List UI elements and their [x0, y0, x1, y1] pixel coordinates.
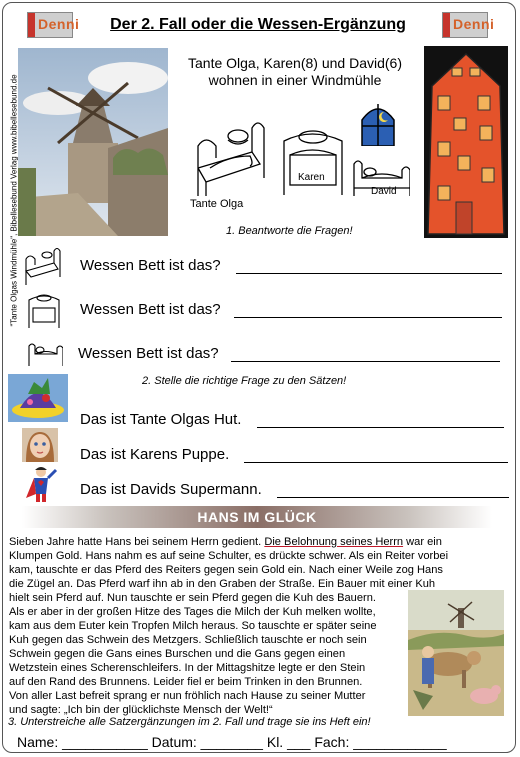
hat-image — [8, 374, 68, 422]
bed-olga-label: Tante Olga — [190, 198, 244, 210]
logo-text: Denni — [38, 16, 80, 32]
story-line-5: hielt sein Pferd auf. Nun tauschte er sein Pferd gegen die Kuh des Bauern. — [9, 592, 376, 604]
task3-instruction: 3. Unterstreiche alle Satzergänzungen im 2. Fall und trage sie ins Heft ein! — [8, 716, 371, 728]
story-line-4: die Zügel an. Das Pferd warf ihn ab in den Graben der Straße. Ein Bauer mit einer Kuh — [9, 578, 436, 590]
task2-sentence-2: Das ist Karens Puppe. — [80, 446, 230, 463]
task1-question-2: Wessen Bett ist das? — [80, 301, 221, 318]
bed-karen-drawing — [278, 125, 348, 195]
task2-instruction: 2. Stelle die richtige Frage zu den Sätzen! — [142, 375, 347, 387]
page-title: Der 2. Fall oder die Wessen-Ergänzung — [110, 16, 406, 33]
story-line-9: Schwein gegen die Gans eines Burschen und die Gans gegen einen — [9, 648, 346, 660]
story-line-10: Wetzstein eines Scherenschleifers. In der Mittagshitze legte er den Stein — [9, 662, 366, 674]
red-windmill-drawing — [424, 46, 508, 238]
story-line-11: auf den Rand des Brunnens. Leider fiel er beim Trinken in den Brunnen. — [9, 676, 363, 688]
denni-logo-right — [442, 12, 495, 38]
footer-form-fields[interactable]: Name: ___________ Datum: ________ Kl. ___ Fach: ____________ — [17, 734, 447, 750]
superman-image — [24, 466, 58, 502]
task2-sentence-1: Das ist Tante Olgas Hut. — [80, 411, 242, 428]
story-text — [9, 535, 449, 717]
intro-line-1: Tante Olga, Karen(8) und David(6) — [188, 55, 402, 71]
story-line-2: Klumpen Gold. Hans nahm es auf seine Schulter, es drückte schwer. Als ein Reiter vorbei — [9, 550, 449, 562]
logo-text: Denni — [453, 16, 495, 32]
task1-answer-line-2[interactable] — [234, 317, 502, 318]
task1-answer-line-3[interactable] — [231, 361, 500, 362]
bed-david-small-icon — [27, 338, 63, 366]
bed-karen-label: Karen — [298, 172, 325, 183]
story-line-3: kam, tauschte er das Pferd des Reiters gegen sein Gold ein. Nach einer Weile zog Hans — [9, 564, 443, 576]
story-line-1 — [9, 535, 501, 549]
task1-instruction: 1. Beantworte die Fragen! — [226, 225, 353, 237]
intro-text — [170, 55, 420, 89]
bed-david-label: David — [371, 186, 397, 197]
story-underlined-phrase: Die Belohnung seines Herrn — [264, 536, 404, 548]
task1-question-1: Wessen Bett ist das? — [80, 257, 221, 274]
story-line-1-start: Sieben Jahre hatte Hans bei seinem Herrn gedient. — [9, 536, 265, 548]
task2-sentence-3: Das ist Davids Supermann. — [80, 481, 262, 498]
denni-logo-left — [27, 12, 80, 38]
night-window-drawing — [360, 102, 396, 146]
story-line-1-end: war ein — [403, 536, 442, 548]
intro-line-2: wohnen in einer Windmühle — [208, 72, 382, 88]
task1-question-3: Wessen Bett ist das? — [78, 345, 219, 362]
logo-stripe — [443, 13, 450, 37]
windmill-photo — [18, 48, 168, 236]
story-line-13: und sagte: „Ich bin der glücklichste Mensch der Welt!“ — [9, 704, 273, 716]
story-line-8: Kuh gegen das Schwein des Metzgers. Schließlich tauschte er noch sein — [9, 634, 367, 646]
logo-stripe — [28, 13, 35, 37]
story-line-7: kam aus dem Euter kein Tropfen Milch heraus. So tauschte er später seine — [9, 620, 377, 632]
task2-answer-line-2[interactable] — [244, 462, 508, 463]
story-line-12: Von aller Last befreit sprang er nun fröhlich nach Hause zu seiner Mutter — [9, 690, 366, 702]
copyright-vertical-left: "Tante Olgas Windmühle", Bibellesebund Verlag www.bibellesebund.de — [9, 74, 19, 327]
bed-olga-drawing — [190, 118, 266, 196]
task2-answer-line-1[interactable] — [257, 427, 504, 428]
doll-image — [22, 428, 58, 462]
hans-im-glueck-illustration — [408, 590, 504, 716]
bed-karen-small-icon — [26, 292, 62, 328]
bed-olga-small-icon — [22, 245, 62, 285]
story-title: HANS IM GLÜCK — [197, 509, 317, 525]
task2-answer-line-3[interactable] — [277, 497, 509, 498]
story-line-6: Als er aber in der großen Hitze des Tages die Milch der Kuh melken wollte, — [9, 606, 376, 618]
task1-answer-line-1[interactable] — [236, 273, 502, 274]
story-banner — [22, 506, 492, 528]
